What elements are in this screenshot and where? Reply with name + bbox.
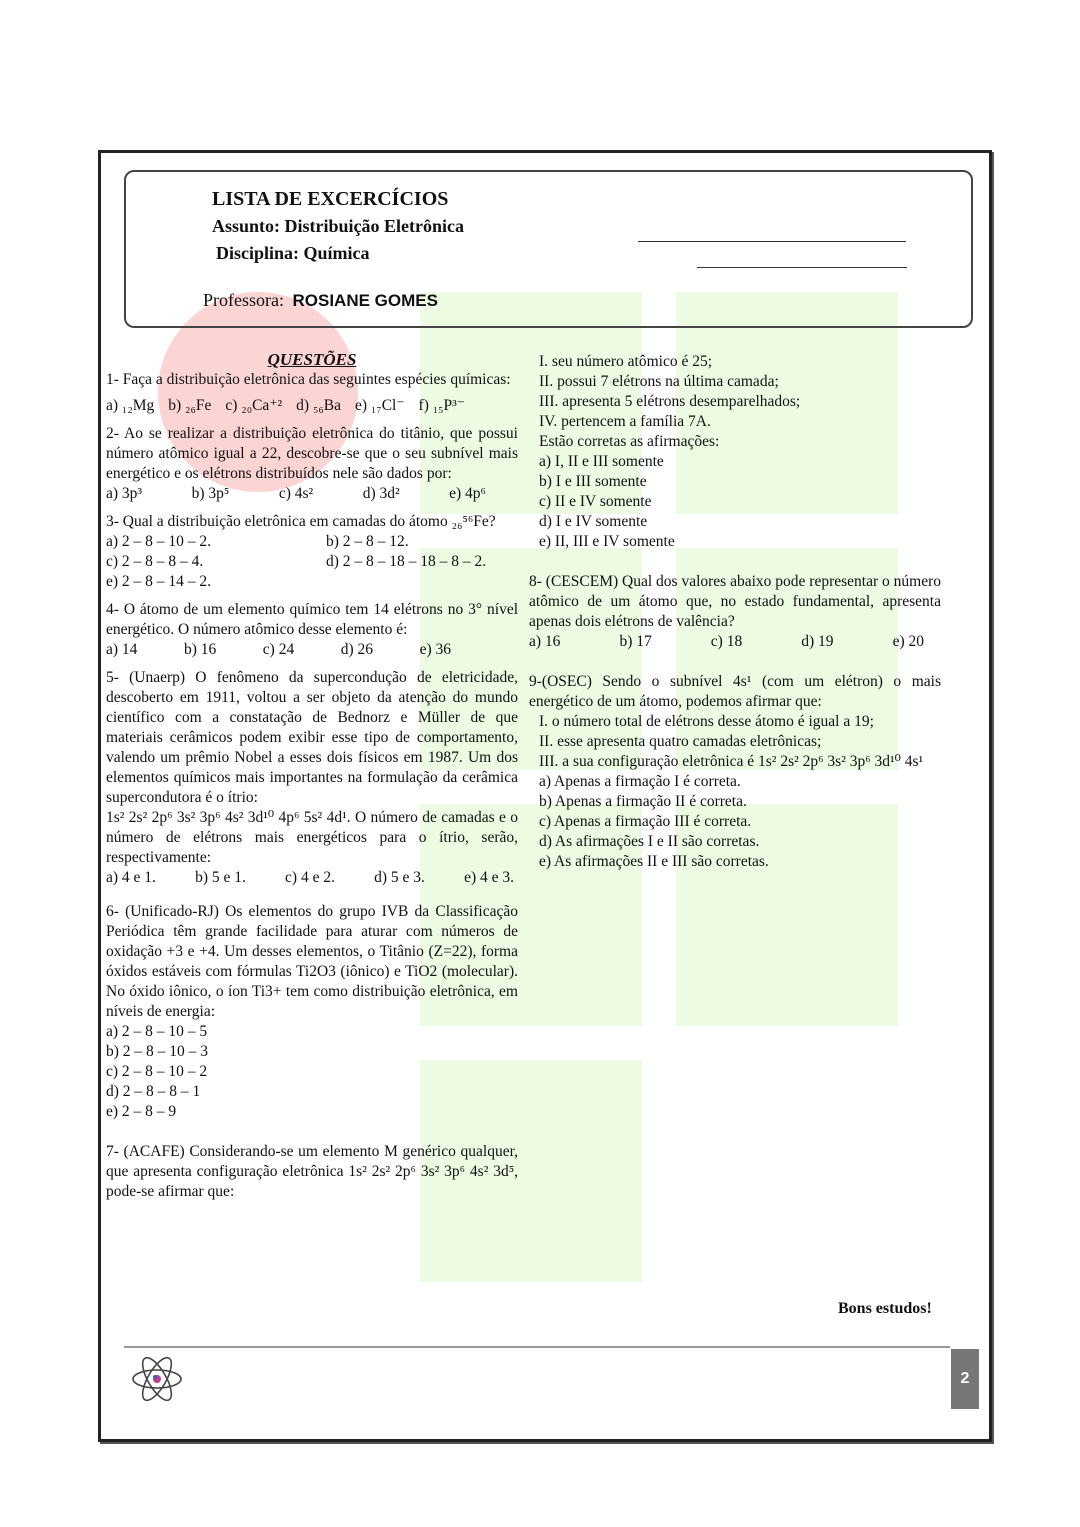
option: a) I, II e III somente [539,453,664,470]
option: e) 2 – 8 – 9 [106,1103,177,1120]
question-text: 1- Faça a distribuição eletrônica das seguintes espécies químicas: [106,371,511,388]
option: e) ₁₇Cl⁻ [354,397,405,414]
option: d) 3d² [362,485,400,502]
option: a) 4 e 1. [106,869,156,886]
option: e) 2 – 8 – 14 – 2. [106,573,212,590]
discipline-line: Disciplina: Química [216,243,370,263]
footer-divider [124,1346,950,1348]
option: d) ₅₆Ba [296,397,341,414]
section-title: QUESTÕES [267,350,357,369]
option: b) 2 – 8 – 12. [326,533,409,550]
statement: I. o número total de elétrons desse átomo é igual a 19; [539,713,874,730]
option: a) 2 – 8 – 10 – 2. [106,533,212,550]
name-blank-line [638,241,906,242]
option: c) Apenas a firmação III é correta. [539,813,752,830]
question-2 [106,424,518,504]
professor-line [203,290,438,311]
professor-name: ROSIANE GOMES [292,291,438,310]
question-text: 3- Qual a distribuição eletrônica em camadas do átomo ₂₆⁵⁶Fe? [106,513,496,530]
worksheet-title: LISTA DE EXCERCÍCIOS [212,188,449,210]
option: d) I e IV somente [539,513,648,530]
option: a) ₁₂Mg [106,397,155,414]
option: b) 17 [619,633,652,650]
option: b) Apenas a firmação II é correta. [539,793,747,810]
option: d) 2 – 8 – 18 – 18 – 8 – 2. [326,553,487,570]
class-blank-line [697,267,907,268]
option: c) 2 – 8 – 8 – 4. [106,553,204,570]
option: c) 2 – 8 – 10 – 2 [106,1063,208,1080]
question-text: 2- Ao se realizar a distribuição eletrônica do titânio, que possui número atômico igual a 22, descobre-se que o seu subnível mais energético e os elétrons distribuídos nele são dados por: [106,425,518,482]
statement: IV. pertencem a família 7A. [539,413,711,430]
question-1 [106,370,518,416]
atom-icon [130,1352,184,1406]
option: c) II e IV somente [539,493,652,510]
option: c) 24 [262,641,295,658]
statement: II. possui 7 elétrons na última camada; [539,373,779,390]
options [106,396,518,416]
option: e) 20 [892,633,924,650]
question-text: 5- (Unaerp) O fenômeno da supercondução de eletricidade, descoberto em 1911, voltou a ser objeto da atenção do mundo científico com a constatação de Bednorz e Müller de que materiais cerâmicos podem exibir esse tipo de comportamento, valendo um prêmio Nobel a esses dois físicos em 1987. Um dos elementos químicos mais importantes na formulação da cerâmica supercondutora é o ítrio: [106,669,518,806]
statement: II. esse apresenta quatro camadas eletrônicas; [539,733,822,750]
option: e) 36 [419,641,451,658]
option: d) As afirmações I e II são corretas. [539,833,760,850]
question-8 [529,572,941,652]
option: e) II, III e IV somente [539,533,675,550]
option: a) 3p³ [106,485,143,502]
option: c) 18 [710,633,743,650]
subject-line: Assunto: Distribuição Eletrônica [212,216,464,236]
question-9 [529,672,941,872]
closing-text: Bons estudos! [838,1300,932,1317]
left-column [106,350,518,1202]
question-text: 4- O átomo de um elemento químico tem 14 elétrons no 3° nível energético. O número atômico desse elemento é: [106,601,518,638]
option: a) 14 [106,641,138,658]
options [529,632,924,652]
question-text: 7- (ACAFE) Considerando-se um elemento M genérico qualquer, que apresenta configuração eletrônica 1s² 2s² 2p⁶ 3s² 3p⁶ 4s² 3d⁵, pode-se afirmar que: [106,1143,518,1200]
question-7 [106,1142,518,1202]
option: a) 16 [529,633,561,650]
option: b) I e III somente [539,473,647,490]
question-text: 9-(OSEC) Sendo o subnível 4s¹ (com um elétron) o mais energético de um átomo, podemos afirmar que: [529,673,941,710]
question-5 [106,668,518,888]
option: e) 4 e 3. [464,869,514,886]
option: b) ₂₆Fe [168,397,212,414]
option: a) 2 – 8 – 10 – 5 [106,1023,208,1040]
options [106,532,518,592]
statement: III. a sua configuração eletrônica é 1s² 2s² 2p⁶ 3s² 3p⁶ 3d¹⁰ 4s¹ [539,753,924,770]
option: d) 2 – 8 – 8 – 1 [106,1083,201,1100]
option: e) 4p⁶ [449,485,486,502]
question-6 [106,902,518,1122]
option: d) 5 e 3. [374,869,425,886]
question-text: 6- (Unificado-RJ) Os elementos do grupo IVB da Classificação Periódica têm grande facilidade para aturar com números de oxidação +3 e +4. Um desses elementos, o Titânio (Z=22), forma óxidos estáveis com fórmulas Ti2O3 (iônico) e TiO2 (molecular). No óxido iônico, o íon Ti3+ tem como distribuição eletrônica, em níveis de energia: [106,903,518,1020]
option: b) 5 e 1. [195,869,246,886]
option: b) 2 – 8 – 10 – 3 [106,1043,209,1060]
professor-label: Professora: [203,290,284,310]
options [106,868,514,888]
statement: III. apresenta 5 elétrons desemparelhados; [539,393,801,410]
options [106,484,486,504]
question-4 [106,600,518,660]
right-column [529,352,941,872]
option: c) ₂₀Ca⁺² [225,397,283,414]
option: c) 4 e 2. [285,869,335,886]
statement: I. seu número atômico é 25; [539,353,713,370]
option: b) 16 [183,641,217,658]
question-text: 8- (CESCEM) Qual dos valores abaixo pode representar o número atômico de um átomo que, no estado fundamental, apresenta apenas dois elétrons de valência? [529,573,941,630]
electron-configuration: 1s² 2s² 2p⁶ 3s² 3p⁶ 4s² 3d¹⁰ 4p⁶ 5s² 4d¹. O número de camadas e o número de elétrons mais energéticos para o ítrio, serão, respectivamente: [106,809,518,866]
question-3 [106,512,518,592]
option: d) 26 [340,641,374,658]
option: f) ₁₅P³⁻ [418,397,465,414]
option: e) As afirmações II e III são corretas. [539,853,769,870]
question-7-continued [529,352,941,552]
option: b) 3p⁵ [191,485,230,502]
option: a) Apenas a firmação I é correta. [539,773,741,790]
question-prompt: Estão corretas as afirmações: [539,433,720,450]
options [106,640,451,660]
option: d) 19 [801,633,834,650]
page-number: 2 [951,1349,979,1409]
option: c) 4s² [278,485,314,502]
